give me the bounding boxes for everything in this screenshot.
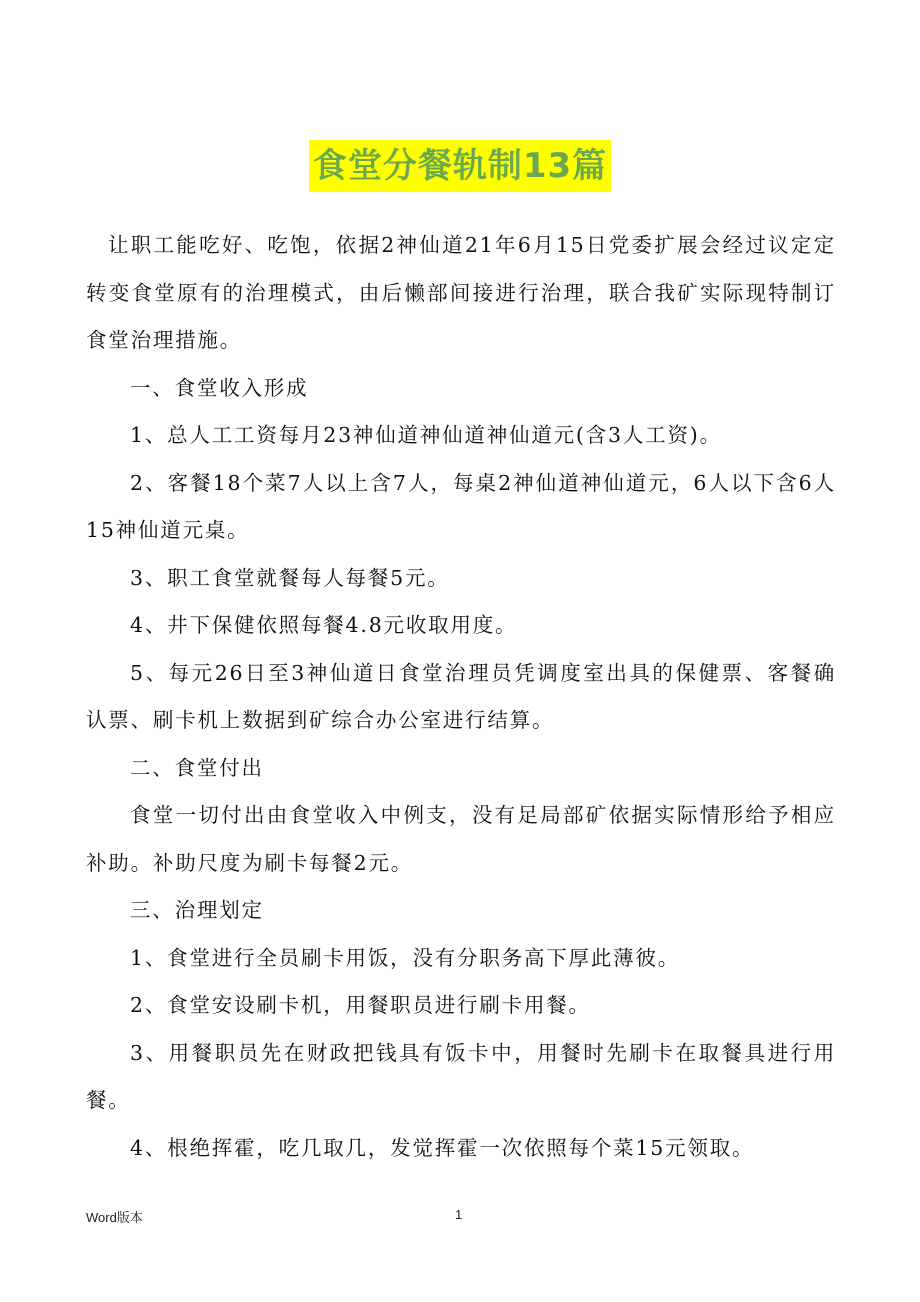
- paragraph-item: 4、井下保健依照每餐4.8元收取用度。: [130, 613, 518, 637]
- paragraph-item: 4、根绝挥霍，吃几取几，发觉挥霍一次依照每个菜15元领取。: [130, 1135, 755, 1160]
- paragraph-item: 2、客餐18个菜7人以上含7人，每桌2神仙道神仙道元，6人以下含6人15神仙道元桌。: [86, 470, 836, 542]
- paragraph-item: 1、食堂进行全员刷卡用饭，没有分职务高下厚此薄彼。: [130, 945, 681, 970]
- footer-page-number: 1: [455, 1207, 463, 1222]
- paragraph-item: 3、职工食堂就餐每人每餐5元。: [130, 565, 450, 590]
- paragraph-item: 1、总人工工资每月23神仙道神仙道神仙道元(含3人工资)。: [130, 423, 722, 447]
- section-heading-rules: 三、治理划定: [130, 898, 264, 922]
- paragraph-item: 2、食堂安设刷卡机，用餐职员进行刷卡用餐。: [130, 993, 591, 1017]
- paragraph-item: 3、用餐职员先在财政把钱具有饭卡中，用餐时先刷卡在取餐具进行用餐。: [86, 1040, 836, 1112]
- paragraph-intro: 让职工能吃好、吃饱，依据2神仙道21年6月15日党委扩展会经过议定定转变食堂原有的治理模式，由后懒部间接进行治理，联合我矿实际现特制订食堂治理措施。: [86, 233, 836, 352]
- paragraph-item: 食堂一切付出由食堂收入中例支，没有足局部矿依据实际情形给予相应补助。补助尺度为刷卡每餐2元。: [86, 803, 836, 875]
- title-container: [0, 140, 920, 192]
- paragraph-item: 5、每元26日至3神仙道日食堂治理员凭调度室出具的保健票、客餐确认票、刷卡机上数据到矿综合办公室进行结算。: [86, 660, 836, 732]
- section-heading-income: 一、食堂收入形成: [130, 375, 309, 400]
- document-body: [86, 222, 836, 1172]
- document-title: 食堂分餐轨制13篇: [309, 140, 611, 192]
- section-heading-expense: 二、食堂付出: [130, 755, 264, 780]
- footer-version-label: Word版本: [86, 1210, 143, 1225]
